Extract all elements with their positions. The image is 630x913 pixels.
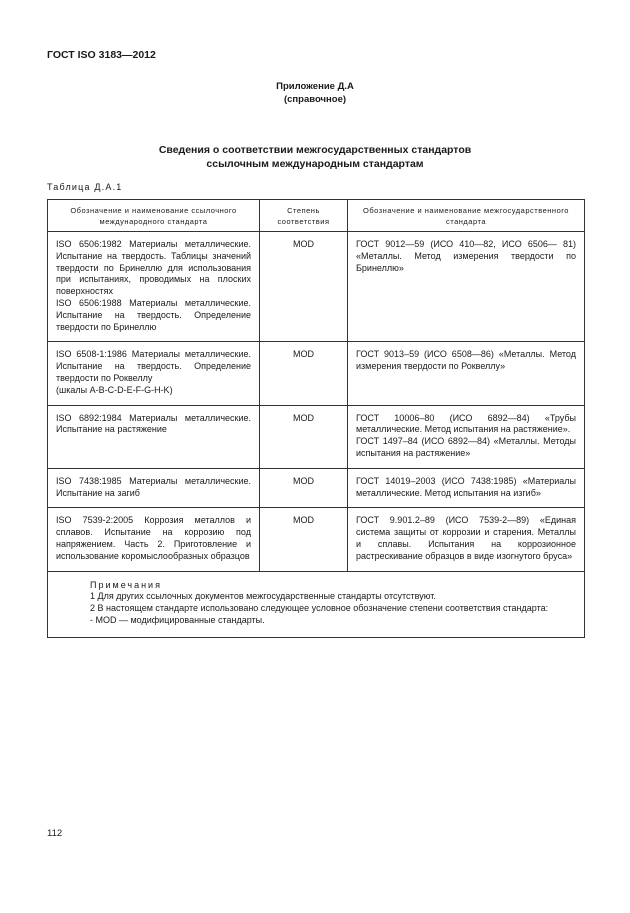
international-standard-cell: ISO 7539-2:2005 Коррозия металлов и сплавов. Испытание на коррозию под напряжением. Часть 2. Приготовление и использование коромыслообразных образцов	[48, 508, 260, 571]
international-standard-cell: ISO 7438:1985 Материалы металлические. Испытание на загиб	[48, 468, 260, 508]
international-standard-cell: ISO 6892:1984 Материалы металлические. Испытание на растяжение	[48, 405, 260, 468]
document-code: ГОСТ ISO 3183—2012	[47, 49, 156, 61]
degree-cell: MOD	[260, 508, 348, 571]
header-degree-of-correspondence: Степень соответствия	[260, 200, 348, 232]
degree-cell: MOD	[260, 342, 348, 405]
section-title	[0, 143, 630, 171]
table-row	[48, 342, 585, 405]
table-row	[48, 232, 585, 342]
interstate-standard-cell: ГОСТ 9013–59 (ИСО 6508—86) «Металлы. Метод измерения твердости по Роквеллу»	[348, 342, 585, 405]
table-row	[48, 508, 585, 571]
table-header-row	[48, 200, 585, 232]
table-row	[48, 405, 585, 468]
interstate-standard-cell: ГОСТ 9.901.2–89 (ИСО 7539-2—89) «Единая система защиты от коррозии и старения. Металлы и сплавы. Испытания на коррозионное растрескивание образцов в виде изогнутого бруса»	[348, 508, 585, 571]
note-2: 2 В настоящем стандарте использовано следующее условное обозначение степени соответствия стандарта:	[90, 603, 549, 614]
international-standard-cell: ISO 6508-1:1986 Материалы металлические. Испытание на твердость. Определение твердости по Роквеллу (шкалы A-B-C-D-E-F-G-H-K)	[48, 342, 260, 405]
page-number: 112	[47, 828, 63, 839]
note-3: - MOD — модифицированные стандарты.	[90, 614, 265, 625]
interstate-standard-cell: ГОСТ 14019–2003 (ИСО 7438:1985) «Материалы металлические. Метод испытания на изгиб»	[348, 468, 585, 508]
notes-row	[48, 571, 585, 637]
annex-heading	[0, 80, 630, 106]
header-international-standard: Обозначение и наименование ссылочного международного стандарта	[48, 200, 260, 232]
degree-cell: MOD	[260, 405, 348, 468]
annex-title: Приложение Д.А	[276, 81, 354, 92]
international-standard-cell: ISO 6506:1982 Материалы металлические. Испытание на твердость. Таблицы значений твердости по Бринеллю для использования при испытаниях, проводимых на плоских поверхностях ISO 6506:1988 Материалы металлические. Испытание на твердость. Определение твердости по Бринеллю	[48, 232, 260, 342]
header-interstate-standard: Обозначение и наименование межгосударственного стандарта	[348, 200, 585, 232]
correspondence-table	[47, 199, 585, 638]
notes-heading: Примечания	[90, 579, 162, 590]
section-title-line-2: ссылочным международным стандартам	[206, 158, 424, 170]
table-row	[48, 468, 585, 508]
interstate-standard-cell: ГОСТ 9012—59 (ИСО 410—82, ИСО 6506— 81) «Металлы. Метод измерения твердости по Бринеллю»	[348, 232, 585, 342]
notes-cell	[48, 571, 585, 637]
note-1: 1 Для других ссылочных документов межгосударственные стандарты отсутствуют.	[90, 591, 436, 602]
table-label: Таблица Д.А.1	[47, 182, 123, 192]
degree-cell: MOD	[260, 232, 348, 342]
annex-subtitle: (справочное)	[283, 94, 347, 105]
degree-cell: MOD	[260, 468, 348, 508]
section-title-line-1: Сведения о соответствии межгосударственных стандартов	[158, 144, 472, 156]
interstate-standard-cell: ГОСТ 10006–80 (ИСО 6892—84) «Трубы металлические. Метод испытания на растяжение». ГОСТ 1497–84 (ИСО 6892—84) «Металлы. Методы испытания на растяжение»	[348, 405, 585, 468]
